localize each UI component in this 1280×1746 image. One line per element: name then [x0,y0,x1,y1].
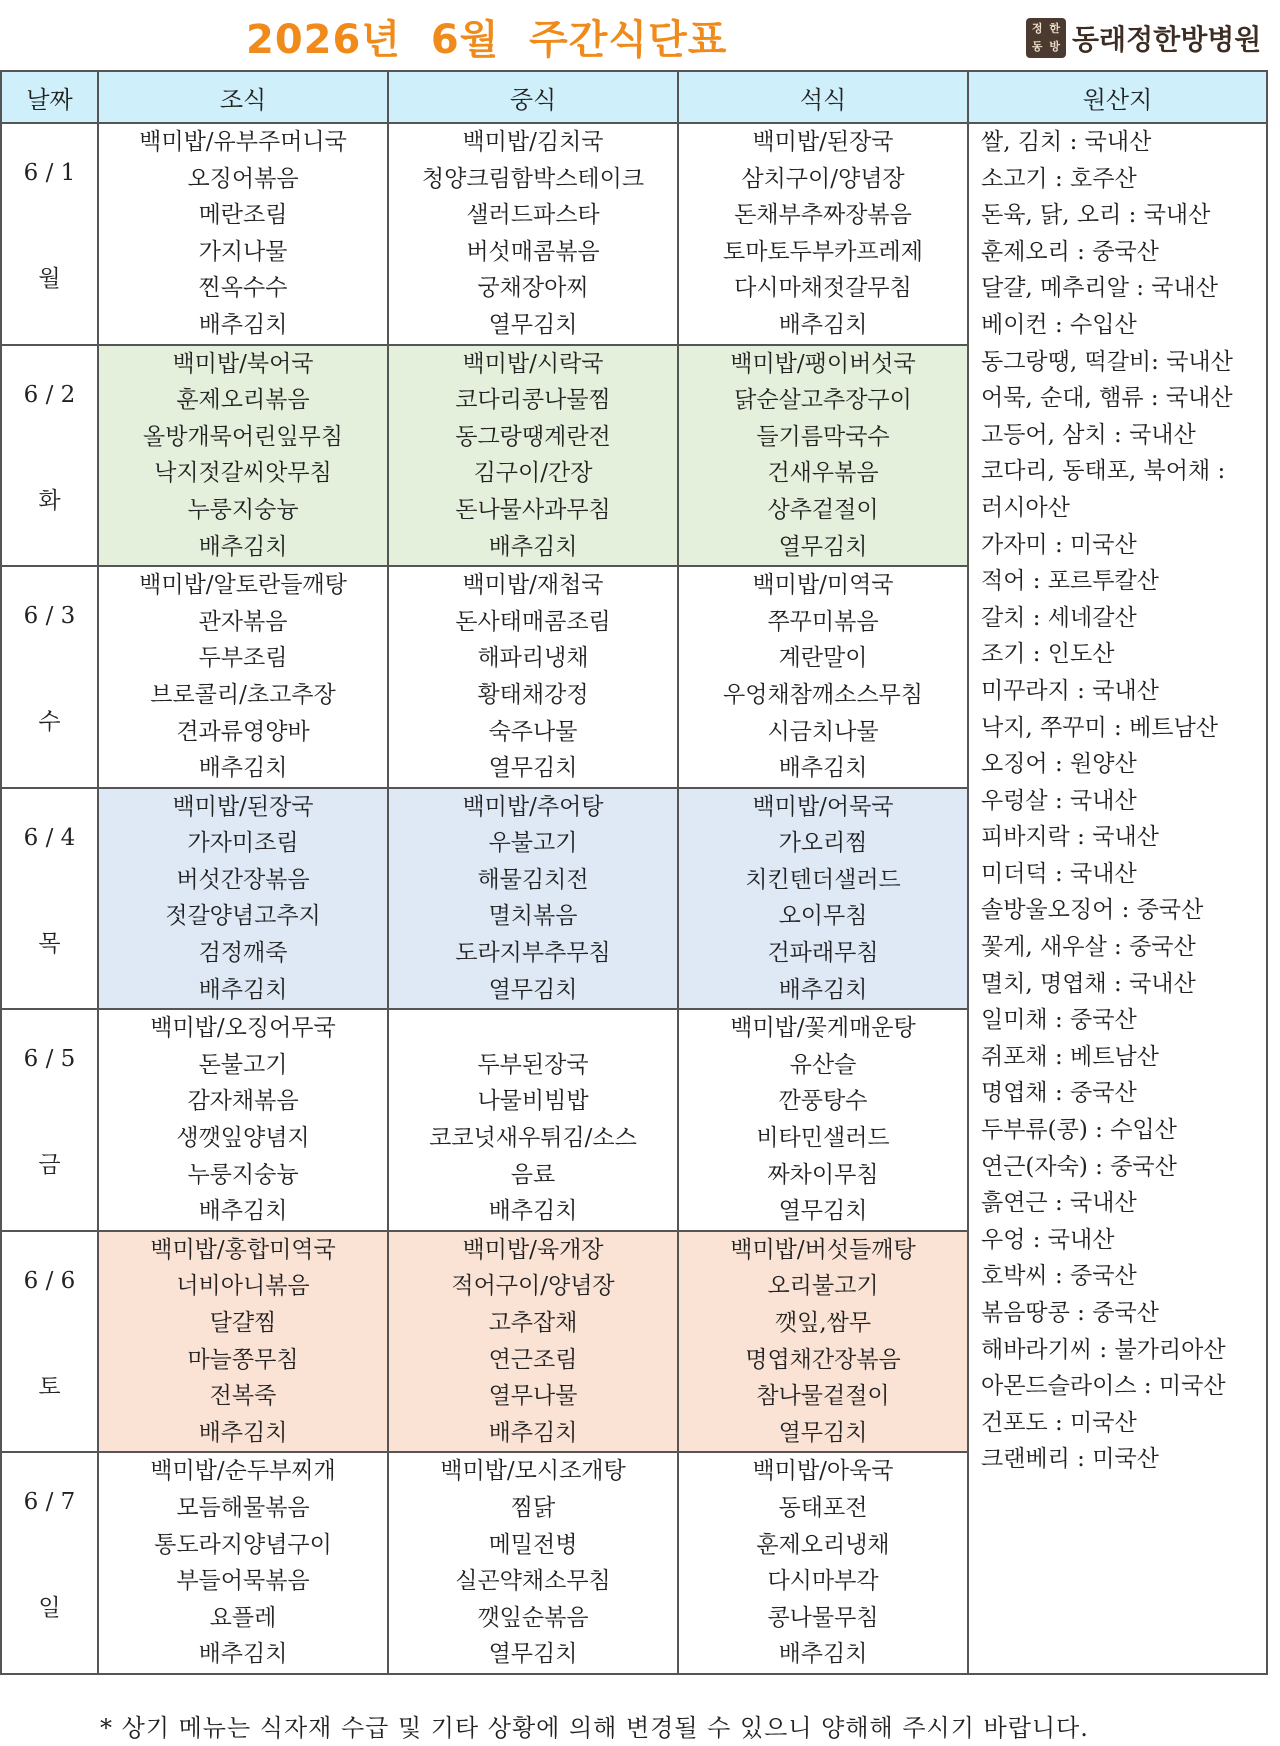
origin-item: 호박씨 : 중국산 [981,1263,1137,1290]
menu-item: 전복죽 [209,1383,277,1410]
menu-item: 토마토두부카프레제 [723,238,923,265]
menu-item: 콩나물무침 [767,1604,879,1631]
menu-item: 백미밥/아욱국 [752,1458,894,1485]
day-cell [1,1452,98,1674]
menu-item: 백미밥/꽃게매운탕 [730,1015,916,1042]
breakfast-cell [98,345,388,567]
menu-item: 검정깨죽 [198,940,288,967]
menu-item: 달걀찜 [209,1310,277,1336]
day-cell [1,1231,98,1453]
lunch-cell [388,1452,678,1674]
menu-item: 찐옥수수 [198,275,288,302]
menu-item: 백미밥/된장국 [752,129,894,155]
menu-item: 오징어볶음 [187,165,299,192]
menu-item: 백미밥/김치국 [462,129,604,155]
menu-item: 해파리냉채 [477,645,589,672]
menu-item: 삼치구이/양념장 [741,165,905,192]
menu-item: 배추김치 [198,311,288,338]
menu-item: 생깻잎양념지 [176,1125,310,1152]
menu-item: 배추김치 [778,311,868,338]
day-weekday: 토 [38,1373,61,1400]
menu-item: 건파래무침 [767,940,879,967]
origin-item: 쌀, 김치 : 국내산 [981,129,1152,155]
menu-item: 열무나물 [488,1383,578,1410]
menu-item: 배추김치 [198,533,288,560]
breakfast-cell [98,788,388,1010]
origin-item: 미더덕 : 국내산 [981,860,1137,887]
origin-item: 가자미 : 미국산 [981,531,1137,558]
header-breakfast: 조식 [98,71,388,123]
menu-item: 동그랑땡계란전 [455,423,611,450]
menu-item: 명엽채간장볶음 [745,1346,901,1373]
menu-item: 깻잎순볶음 [477,1604,589,1631]
lunch-cell [388,788,678,1010]
menu-item: 백미밥/팽이버섯국 [730,350,916,377]
menu-item: 요플레 [209,1604,277,1631]
menu-item: 우엉채참깨소스무침 [723,681,923,708]
menu-item: 백미밥/어묵국 [752,793,894,820]
menu-item: 돈채부추짜장볶음 [734,202,912,229]
menu-item: 해물김치전 [477,866,589,893]
menu-item: 백미밥/오징어무국 [150,1015,336,1042]
lunch-cell [388,1009,678,1231]
origin-item: 흙연근 : 국내산 [981,1190,1137,1217]
menu-item: 돈나물사과무침 [455,496,611,523]
menu-item: 코코넛새우튀김/소스 [429,1125,637,1152]
origin-item: 피바지락 : 국내산 [981,824,1159,851]
day-date: 6 / 2 [23,381,76,408]
menu-item: 배추김치 [488,533,578,560]
menu-item: 숙주나물 [488,718,578,745]
day-cell [1,788,98,1010]
menu-item: 적어구이/양념장 [451,1273,615,1300]
menu-item: 배추김치 [198,755,288,782]
breakfast-cell [98,566,388,788]
day-weekday: 금 [38,1152,61,1179]
menu-item: 도라지부추무침 [455,940,611,967]
menu-item: 누룽지숭늉 [187,496,299,523]
header-date: 날짜 [1,71,98,123]
origin-item: 낙지, 쭈꾸미 : 베트남산 [981,714,1218,741]
header-dinner: 석식 [678,71,968,123]
lunch-cell [388,345,678,567]
menu-item: 코다리콩나물찜 [455,387,611,414]
menu-item: 찜닭 [510,1494,556,1521]
menu-item: 감자채볶음 [187,1088,299,1115]
day-date: 6 / 7 [23,1489,76,1516]
day-date: 6 / 1 [23,160,76,186]
menu-item: 비타민샐러드 [756,1125,890,1152]
menu-item: 시금치나물 [767,718,879,745]
menu-item: 돈불고기 [198,1051,288,1078]
menu-item: 열무김치 [778,533,868,560]
menu-item: 부들어묵볶음 [176,1568,310,1595]
menu-item: 배추김치 [778,1641,868,1668]
origin-item: 베이컨 : 수입산 [981,311,1137,338]
menu-item: 관자볶음 [198,608,288,635]
origin-item: 동그랑땡, 떡갈비: 국내산 [981,348,1233,375]
menu-item: 백미밥/알토란들깨탕 [139,572,347,599]
menu-item: 배추김치 [198,1198,288,1225]
menu-item: 열무김치 [488,1641,578,1668]
menu-item: 오리불고기 [767,1273,879,1300]
lunch-cell [388,1231,678,1453]
origin-item: 볶음땅콩 : 중국산 [981,1300,1159,1326]
menu-item: 깐풍탕수 [778,1088,868,1115]
menu-item: 버섯매콤볶음 [466,238,600,265]
dinner-cell [678,788,968,1010]
menu-item: 궁채장아찌 [477,275,589,302]
menu-item: 배추김치 [778,976,868,1003]
menu-item: 닭순살고추장구이 [734,387,912,414]
origin-item: 솔방울오징어 : 중국산 [981,897,1204,924]
menu-item: 고추잡채 [488,1310,578,1336]
dinner-cell [678,1009,968,1231]
menu-item: 쭈꾸미볶음 [767,608,879,635]
menu-item: 샐러드파스타 [466,202,600,229]
page-title: 2026년 6월 주간식단표 [246,17,728,63]
menu-item: 백미밥/추어탕 [462,793,604,820]
origin-item: 러시아산 [981,494,1070,521]
menu-item: 백미밥/육개장 [462,1236,604,1263]
day-weekday: 목 [38,930,61,957]
menu-item: 음료 [510,1161,556,1188]
menu-item: 열무김치 [488,311,578,338]
origin-item: 갈치 : 세네갈산 [981,604,1137,631]
menu-item: 백미밥/유부주머니국 [139,129,347,155]
hospital-name: 동래정한방병원 [1072,23,1262,56]
breakfast-cell [98,1231,388,1453]
menu-item: 훈제오리볶음 [176,387,310,414]
menu-item: 다시마부각 [767,1568,879,1595]
breakfast-cell [98,1009,388,1231]
origin-item: 적어 : 포르투칼산 [981,568,1159,595]
origin-item: 코다리, 동태포, 북어채 : [981,458,1226,485]
menu-item: 황태채강정 [477,681,589,708]
menu-item [389,1010,677,1047]
menu-item: 누룽지숭늉 [187,1161,299,1188]
menu-item: 깻잎,쌈무 [774,1310,872,1336]
menu-item: 건새우볶음 [767,460,879,487]
menu-item: 마늘쫑무침 [187,1346,299,1373]
menu-item: 유산슬 [789,1051,857,1078]
menu-item: 버섯간장볶음 [176,866,310,893]
menu-item: 가자미조림 [187,830,299,857]
origin-item: 쥐포채 : 베트남산 [981,1043,1159,1070]
menu-item: 열무김치 [488,755,578,782]
menu-item: 두부된장국 [477,1051,589,1078]
menu-item: 연근조림 [488,1346,578,1373]
table-header-row [1,71,1267,123]
menu-item: 견과류영양바 [176,718,310,745]
day-weekday: 월 [38,266,61,292]
menu-item: 짜차이무침 [767,1161,879,1188]
menu-item: 나물비빔밥 [477,1088,589,1115]
dinner-cell [678,1452,968,1674]
menu-item: 김구이/간장 [473,460,593,487]
day-weekday: 일 [38,1595,61,1622]
day-cell [1,1009,98,1231]
origin-item: 훈제오리 : 중국산 [981,238,1159,265]
menu-item: 상추겉절이 [767,496,879,523]
menu-item: 열무김치 [488,976,578,1003]
origin-item: 멸치, 명엽채 : 국내산 [981,970,1196,997]
origin-item: 오징어 : 원양산 [981,751,1137,778]
dinner-cell [678,123,968,345]
menu-item: 배추김치 [778,755,868,782]
menu-item: 젓갈양념고추지 [165,903,321,930]
menu-item: 백미밥/미역국 [752,572,894,599]
menu-item: 배추김치 [198,976,288,1003]
origin-cell [968,123,1267,1674]
menu-item: 실곤약채소무침 [455,1568,611,1595]
dinner-cell [678,566,968,788]
menu-item: 훈제오리냉채 [756,1531,890,1558]
day-date: 6 / 5 [23,1046,76,1073]
origin-item: 어묵, 순대, 햄류 : 국내산 [981,385,1233,412]
origin-item: 건포도 : 미국산 [981,1409,1137,1436]
footnote: * 상기 메뉴는 식자재 수급 및 기타 상황에 의해 변경될 수 있으니 양해해 주시기 바랍니다. [100,1714,1089,1742]
menu-item: 배추김치 [488,1419,578,1446]
origin-item: 꽃게, 새우살 : 중국산 [981,934,1196,961]
breakfast-cell [98,123,388,345]
menu-item: 동태포전 [778,1494,868,1521]
origin-item: 미꾸라지 : 국내산 [981,677,1159,704]
header-lunch: 중식 [388,71,678,123]
lunch-cell [388,123,678,345]
menu-item: 배추김치 [198,1641,288,1668]
origin-item: 고등어, 삼치 : 국내산 [981,421,1196,448]
origin-item: 우렁살 : 국내산 [981,787,1137,814]
menu-item: 열무김치 [778,1419,868,1446]
menu-item: 다시마채젓갈무침 [734,275,912,302]
menu-item: 청양크림함박스테이크 [421,165,645,192]
weekly-menu-table [0,70,1268,1675]
dinner-cell [678,1231,968,1453]
menu-item: 돈사태매콤조림 [455,608,611,635]
menu-item: 오이무침 [778,903,868,930]
day-cell [1,566,98,788]
origin-item: 명엽채 : 중국산 [981,1080,1137,1107]
menu-item: 배추김치 [198,1419,288,1446]
lunch-cell [388,566,678,788]
menu-item: 멸치볶음 [488,903,578,930]
day-date: 6 / 6 [23,1267,76,1294]
day-cell [1,123,98,345]
menu-item: 백미밥/북어국 [172,350,314,377]
origin-item: 달걀, 메추리알 : 국내산 [981,275,1218,302]
origin-item: 조기 : 인도산 [981,641,1115,668]
menu-item: 참나물겉절이 [756,1383,890,1410]
menu-item: 브로콜리/초고추장 [150,681,336,708]
day-date: 6 / 4 [23,824,76,851]
origin-item: 두부류(콩) : 수입산 [981,1117,1177,1144]
menu-item: 메란조림 [198,202,288,229]
logo-seal-icon: 정 한 동 방 [1026,18,1066,58]
menu-item: 너비아니볶음 [176,1273,310,1300]
menu-item: 낙지젓갈씨앗무침 [154,460,332,487]
menu-item: 백미밥/시락국 [462,350,604,377]
origin-item: 일미채 : 중국산 [981,1007,1137,1034]
origin-item: 우엉 : 국내산 [981,1226,1115,1253]
day-weekday: 수 [38,709,61,736]
origin-item: 크랜베리 : 미국산 [981,1446,1159,1473]
menu-item: 우불고기 [488,830,578,857]
table-row [1,123,1267,345]
menu-item: 통도라지양념구이 [154,1531,332,1558]
menu-item: 백미밥/된장국 [172,793,314,820]
menu-item: 올방개묵어린잎무침 [143,423,343,450]
day-cell [1,345,98,567]
table-body [1,123,1267,1674]
menu-item: 백미밥/버섯들깨탕 [730,1236,916,1263]
breakfast-cell [98,1452,388,1674]
menu-item: 메밀전병 [488,1531,578,1558]
origin-item: 소고기 : 호주산 [981,165,1137,192]
dinner-cell [678,345,968,567]
menu-item: 가지나물 [198,238,288,265]
origin-item: 연근(자숙) : 중국산 [981,1153,1177,1180]
menu-item: 계란말이 [778,645,868,672]
menu-item: 백미밥/재첩국 [462,572,604,599]
menu-item: 백미밥/순두부찌개 [150,1458,336,1485]
menu-item: 두부조림 [198,645,288,672]
menu-item: 열무김치 [778,1198,868,1225]
day-date: 6 / 3 [23,603,76,630]
menu-item: 백미밥/모시조개탕 [440,1458,626,1485]
origin-item: 아몬드슬라이스 : 미국산 [981,1373,1226,1400]
header-origin: 원산지 [968,71,1267,123]
menu-item: 들기름막국수 [756,423,890,450]
hospital-logo [1026,18,1261,58]
origin-item: 돈육, 닭, 오리 : 국내산 [981,202,1211,229]
menu-item: 가오리찜 [778,830,868,857]
origin-item: 해바라기씨 : 불가리아산 [981,1336,1226,1363]
menu-item: 치킨텐더샐러드 [745,866,901,893]
day-weekday: 화 [38,487,61,514]
menu-item: 배추김치 [488,1198,578,1225]
menu-item: 모듬해물볶음 [176,1494,310,1521]
menu-item: 백미밥/홍합미역국 [150,1236,336,1263]
